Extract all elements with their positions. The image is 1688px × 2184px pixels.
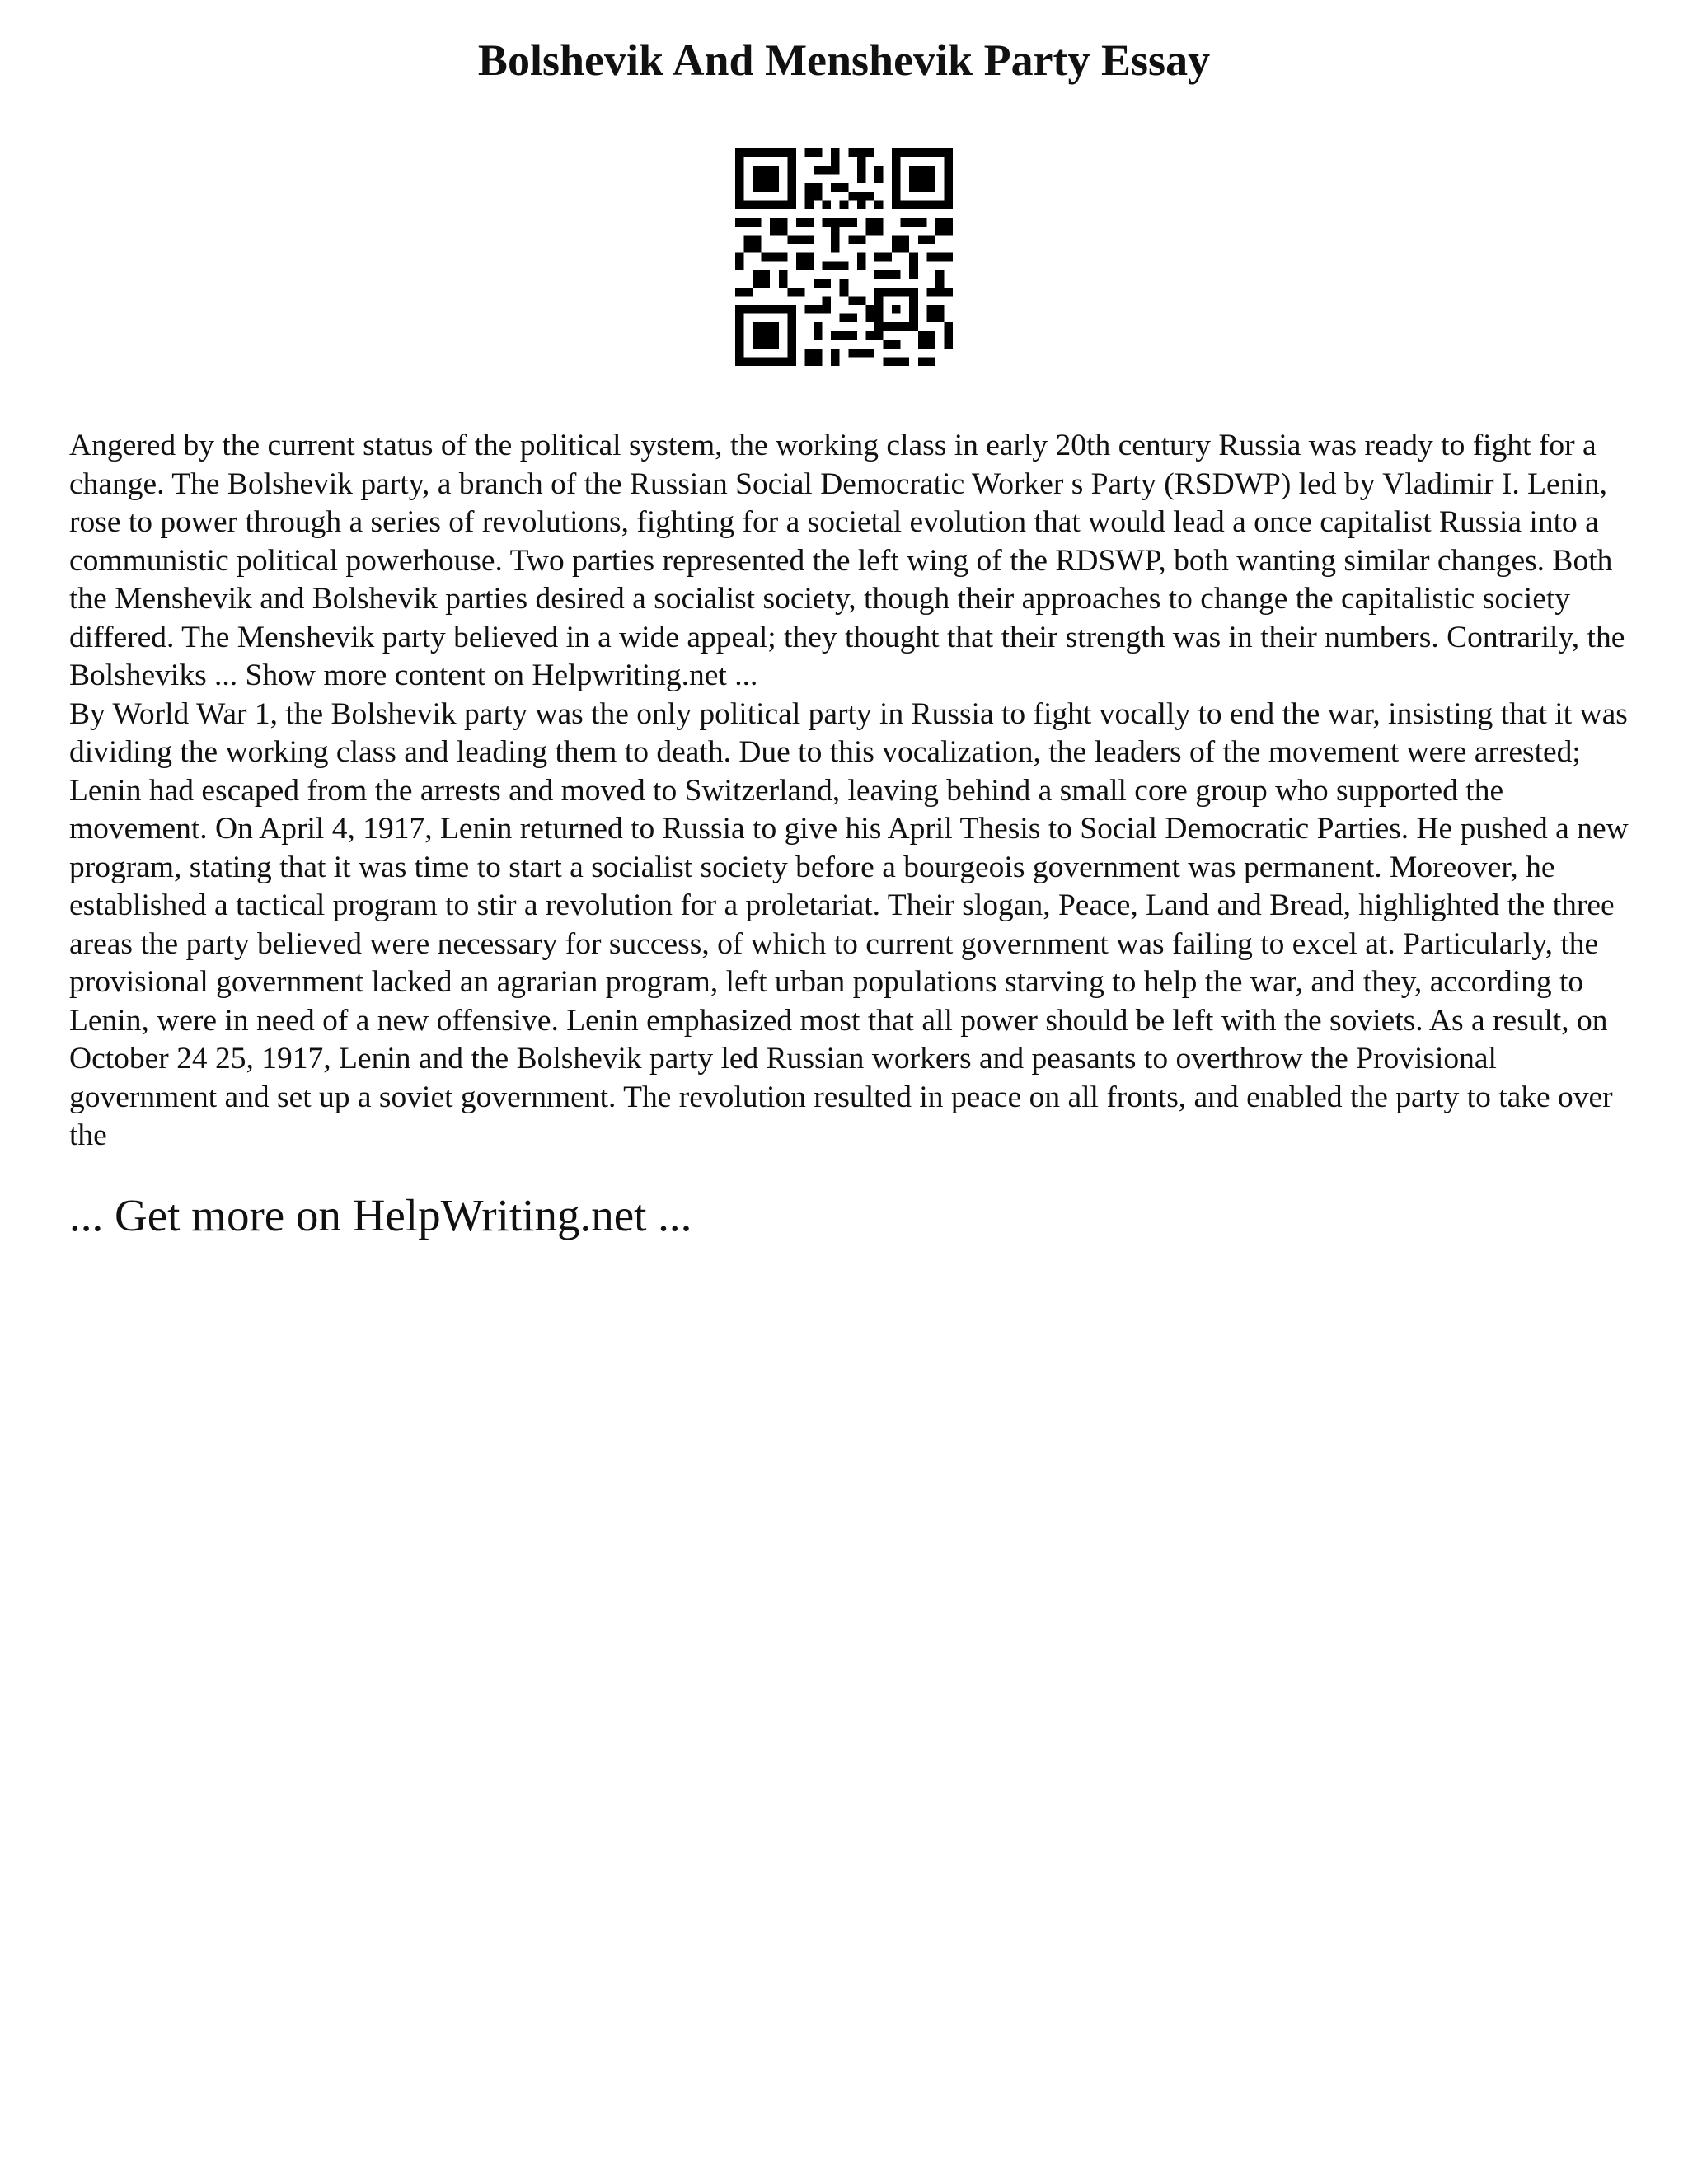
essay-paragraph-2: By World War 1, the Bolshevik party was the only political party in Russia to fight vocally to end the war, insisting that it was dividing the working class and leading them to death. Due to this vocalization, the leaders of the movement were arrested; Lenin had escaped from the arrests and moved to Switzerland, leaving behind a small core group who supported the movement. On April 4, 1917, Lenin returned to Russia to give his April Thesis to Social Democratic Parties. He pushed a new program, stating that it was time to start a socialist society before a bourgeois government was permanent. Moreover, he established a tactical program to stir a revolution for a proletariat. Their slogan, Peace, Land and Bread, highlighted the three areas the party believed were necessary for success, of which to current government was failing to excel at. Particularly, the provisional government lacked an agrarian program, left urban populations starving to help the war, and they, according to Lenin, were in need of a new offensive. Lenin emphasized most that all power should be left with the soviets. As a result, on October 24 25, 1917, Lenin and the Bolshevik party led Russian workers and peasants to overthrow the Provisional government and set up a soviet government. The revolution resulted in peace on all fronts, and enabled the party to take over the: [69, 696, 1629, 1152]
essay-body: [69, 427, 1635, 1155]
essay-paragraph-1: Angered by the current status of the political system, the working class in early 20th century Russia was ready to fight for a change. The Bolshevik party, a branch of the Russian Social Democratic Worker s Party (RSDWP) led by Vladimir I. Lenin, rose to power through a series of revolutions, fighting for a societal evolution that would lead a once capitalist Russia into a communistic political powerhouse. Two parties represented the left wing of the RDSWP, both wanting similar changes. Both the Menshevik and Bolshevik parties desired a socialist society, though their approaches to change the capitalistic society differed. The Menshevik party believed in a wide appeal; they thought that their strength was in their numbers. Contrarily, the Bolsheviks ... Show more content on Helpwriting.net ...: [69, 429, 1625, 692]
page-title: Bolshevik And Menshevik Party Essay: [477, 35, 1211, 85]
get-more-link[interactable]: ... Get more on HelpWriting.net ...: [69, 1190, 692, 1240]
qr-code-icon: [735, 148, 953, 366]
